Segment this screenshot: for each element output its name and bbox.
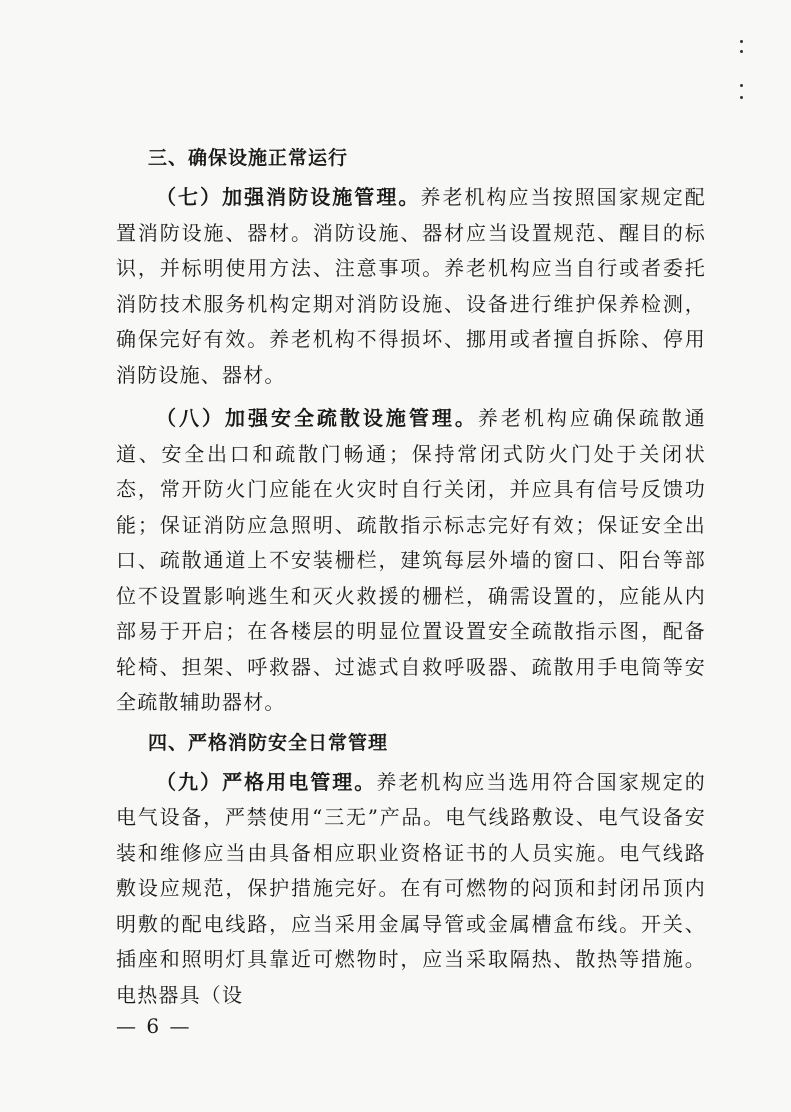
margin-marks (736, 36, 748, 106)
paragraph-8 (116, 401, 706, 721)
section-heading-3: 三、确保设施正常运行 (148, 147, 349, 169)
paragraph-7-text: 养老机构应当按照国家规定配置消防设施、器材。消防设施、器材应当设置规范、醒目的标识，并标明使用方法、注意事项。养老机构应当自行或者委托消防技术服务机构定期对消防设施、设备进行维护保养检测，确保完好有效。养老机构不得损坏、挪用或者擅自拆除、停用消防设施、器材。 (116, 185, 706, 387)
section-heading-4: 四、严格消防安全日常管理 (148, 731, 389, 754)
paragraph-9-text: 养老机构应当选用符合国家规定的电气设备，严禁使用“三无”产品。电气线路敷设、电气设备安装和维修应当由具备相应职业资格证书的人员实施。电气线路敷设应规范，保护措施完好。在有可燃物的闷顶和封闭吊顶内明敷的配电线路，应当采用金属导管或金属槽盒布线。开关、插座和照明灯具靠近可燃物时，应当采取隔热、散热等措施。电热器具（设 (116, 769, 707, 1007)
document-body (116, 140, 706, 1013)
page-number: — 6 — (116, 1014, 192, 1038)
paragraph-9 (116, 765, 706, 1014)
paragraph-8-lead: （八）加强安全疏散设施管理。 (156, 406, 478, 430)
paragraph-7-lead: （七）加强消防设施管理。 (156, 185, 421, 209)
paragraph-7 (116, 180, 706, 393)
margin-dot (740, 96, 743, 99)
margin-dot (740, 84, 743, 87)
margin-dot (740, 50, 743, 53)
margin-dot (740, 40, 743, 43)
paragraph-8-text: 养老机构应确保疏散通道、安全出口和疏散门畅通；保持常闭式防火门处于关闭状态，常开防火门应能在火灾时自行关闭，并应具有信号反馈功能；保证消防应急照明、疏散指示标志完好有效；保证安全出口、疏散通道上不安装栅栏，建筑每层外墙的窗口、阳台等部位不设置影响逃生和灭火救援的栅栏，确需设置的，应能从内部易于开启；在各楼层的明显位置设置安全疏散指示图，配备轮椅、担架、呼救器、过滤式自救呼吸器、疏散用手电筒等安全疏散辅助器材。 (116, 406, 706, 714)
paragraph-9-lead: （九）严格用电管理。 (156, 769, 377, 794)
